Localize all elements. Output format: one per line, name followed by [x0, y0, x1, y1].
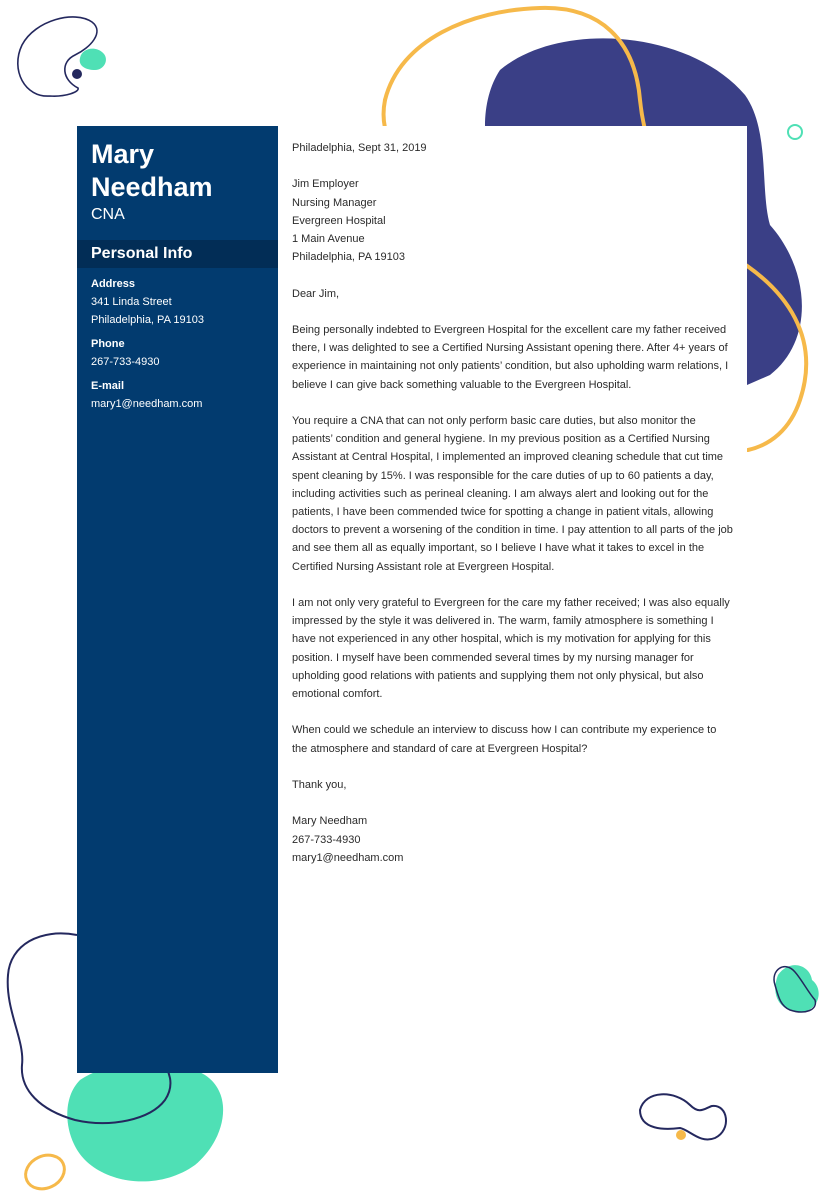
body-paragraph: When could we schedule an interview to discuss how I can contribute my experience to the atmosphere and standard of care at Evergreen Hospital? [292, 724, 717, 755]
body-paragraph: I am not only very grateful to Evergreen for the care my father received; I was also equally impressed by the style it was delivered in. The warm, family atmosphere is something I have not experienced in any other hospital, which is my motivation for applying for this position. I myself have been commended several times by my nursing manager for upholding good relations with patients and supplying them not only physical, but also emotional comfort. [292, 597, 730, 701]
signature-name: Mary Needham [292, 815, 368, 828]
recipient-line: Nursing Manager [292, 196, 377, 209]
address-line-2: Philadelphia, PA 19103 [91, 314, 204, 326]
sidebar [77, 126, 278, 1073]
signature-phone: 267-733-4930 [292, 833, 361, 846]
recipient-line: Evergreen Hospital [292, 214, 386, 227]
recipient-line: Jim Employer [292, 178, 359, 191]
recipient-line: 1 Main Avenue [292, 233, 365, 245]
first-name: Mary [91, 139, 155, 169]
orange-ring-shape [20, 1149, 70, 1195]
greeting: Dear Jim, [292, 287, 340, 300]
green-small-blob-shape [80, 49, 106, 70]
recipient-block [292, 175, 734, 266]
phone-value: 267-733-4930 [91, 356, 160, 368]
personal-info-title: Personal Info [91, 245, 193, 262]
address-line-1: 341 Linda Street [91, 296, 172, 308]
recipient-line: Philadelphia, PA 19103 [292, 251, 405, 264]
signature-block [292, 812, 734, 867]
letter-body [278, 126, 747, 886]
body-paragraph: You require a CNA that can not only perform basic care duties, but also monitor the patients’ condition and general hygiene. In my previous position as a Certified Nursing Assistant at Central Hospital, I implemented an improved cleaning schedule that cut time spent cleaning by 15%. I was responsible for the care duties of up to 60 patients a day, including activities such as perineal cleaning. I am always alert and looking out for the patients, I have been commended twice for spotting a change in patient vitals, allowing doctors to prevent a worsening of the condition in time. I pay attention to all parts of the job and see them all as equally important, so I believe I have what it takes to excel in the Certified Nursing Assistant role at Evergreen Hospital. [292, 414, 733, 573]
green-blob-right-shape [775, 965, 818, 1012]
job-title: CNA [91, 206, 125, 223]
last-name: Needham [91, 172, 213, 202]
address-label: Address [91, 278, 136, 290]
letter-date: Philadelphia, Sept 31, 2019 [292, 142, 427, 154]
candidate-name [91, 138, 271, 204]
body-paragraph: Being personally indebted to Evergreen Hospital for the excellent care my father received there, I was delighted to see a Certified Nursing Assistant opening there. After 4+ years of experience in maintaining not only patients’ condition, but also upholding warm relations, I believe I can give back something valuable to the Evergreen Hospital. [292, 323, 729, 391]
personal-info-header [77, 240, 278, 268]
phone-label: Phone [91, 338, 125, 350]
email-value: mary1@needham.com [91, 398, 203, 410]
email-label: E-mail [91, 380, 125, 392]
green-ring-shape [788, 125, 802, 139]
navy-dot-shape [72, 69, 82, 79]
closing: Thank you, [292, 779, 347, 791]
signature-email: mary1@needham.com [292, 851, 404, 864]
orange-dot-shape [676, 1130, 686, 1140]
